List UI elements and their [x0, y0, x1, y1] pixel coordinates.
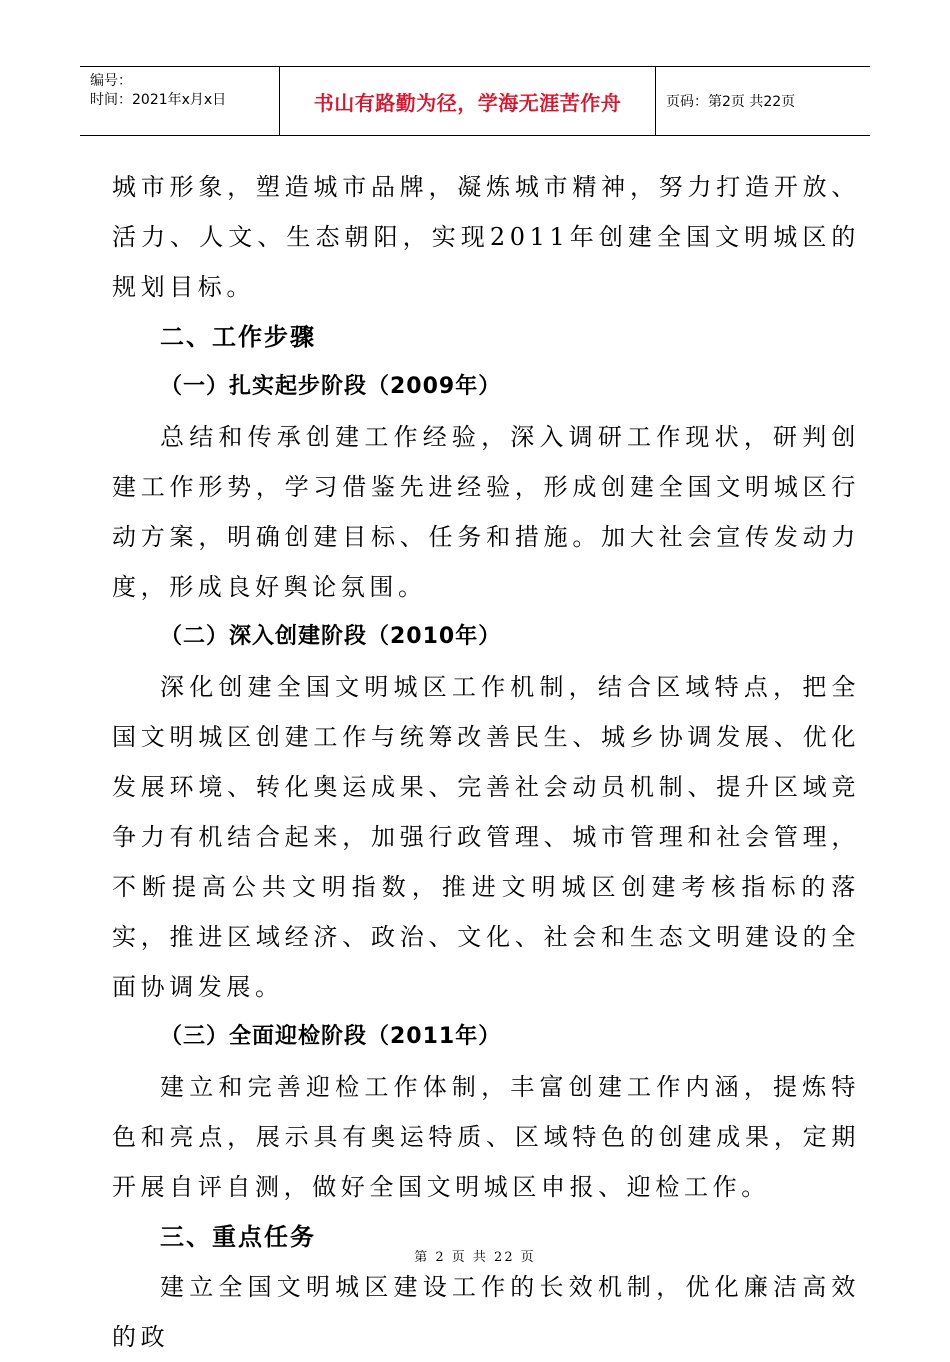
paragraph-stage-2: 深化创建全国文明城区工作机制，结合区域特点，把全国文明城区创建工作与统筹改善民生、城乡协调发展、优化发展环境、转化奥运成果、完善社会动员机制、提升区域竞争力有机结合起来，加强行政管理、城市管理和社会管理，不断提高公共文明指数，推进文明城区创建考核指标的落实，推进区域经济、政治、文化、社会和生态文明建设的全面协调发展。 — [112, 673, 860, 1001]
paragraph-stage-3: 建立和完善迎检工作体制，丰富创建工作内涵，提炼特色和亮点，展示具有奥运特质、区域特色的创建成果，定期开展自评自测，做好全国文明城区申报、迎检工作。 — [112, 1073, 860, 1201]
document-number-label: 编号： — [90, 73, 132, 89]
document-body — [112, 162, 860, 1362]
document-time-label: 时间：2021年x月x日 — [90, 92, 227, 108]
subheading-stage-1: （一）扎实起步阶段（2009年） — [160, 374, 502, 399]
subheading-stage-2: （二）深入创建阶段（2010年） — [160, 624, 502, 649]
subheading-stage-3: （三）全面迎检阶段（2011年） — [160, 1024, 502, 1049]
header-page-info: 页码：第2页 共22页 — [666, 94, 796, 110]
section-heading-key-tasks: 三、重点任务 — [160, 1223, 316, 1251]
paragraph-stage-1: 总结和传承创建工作经验，深入调研工作现状，研判创建工作形势，学习借鉴先进经验，形成创建全国文明城区行动方案，明确创建目标、任务和措施。加大社会宣传发动力度，形成良好舆论氛围。 — [112, 423, 860, 601]
header-motto: 书山有路勤为径，学海无涯苦作舟 — [280, 67, 656, 135]
section-heading-work-steps: 二、工作步骤 — [160, 323, 316, 351]
document-header — [80, 66, 870, 136]
header-meta-cell — [80, 67, 280, 135]
paragraph-key-tasks: 建立全国文明城区建设工作的长效机制，优化廉洁高效的政 — [112, 1273, 860, 1351]
paragraph-intro-continued: 城市形象，塑造城市品牌，凝炼城市精神，努力打造开放、活力、人文、生态朝阳，实现2011年创建全国文明城区的规划目标。 — [112, 173, 860, 301]
page-footer: 第 2 页 共 22 页 — [414, 1250, 536, 1265]
